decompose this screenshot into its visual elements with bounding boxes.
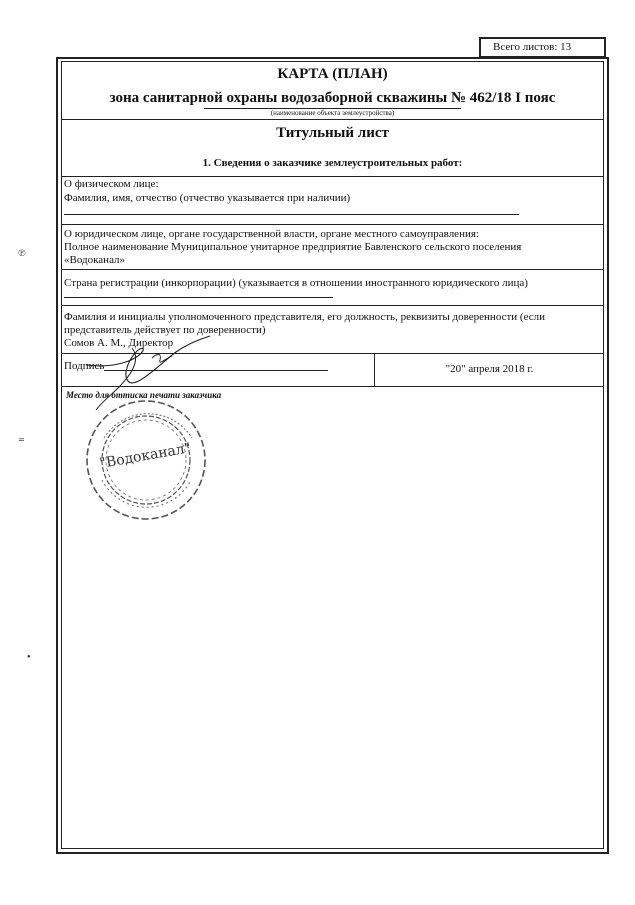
- sheets-total: Всего листов: 13: [493, 41, 572, 53]
- representative-label-cont: представитель действует по доверенности): [64, 324, 266, 336]
- divider: [61, 224, 604, 225]
- country-field: [64, 297, 333, 298]
- representative-label: Фамилия и инициалы уполномоченного представителя, его должность, реквизиты доверенности (если: [64, 311, 545, 323]
- company-stamp: [84, 398, 209, 523]
- object-name: зона санитарной охраны водозаборной скважины № 462/18 I пояс: [109, 90, 556, 106]
- stamp-center-text: "Водоканал": [98, 440, 193, 472]
- scan-mark: ‗: [19, 430, 24, 441]
- individual-label: О физическом лице:: [64, 178, 159, 190]
- divider: [61, 305, 604, 306]
- divider: [61, 119, 604, 120]
- sheets-total-box: [479, 37, 606, 58]
- scan-mark: •: [27, 652, 31, 663]
- legal-entity-label: О юридическом лице, органе государственной власти, органе местного самоуправления:: [64, 228, 479, 240]
- country-label: Страна регистрации (инкорпорации) (указывается в отношении иностранного юридического лица): [64, 277, 528, 289]
- scan-mark: ℗: [18, 248, 26, 259]
- signing-date: "20" апреля 2018 г.: [445, 363, 534, 375]
- stamp-place-label: Место для оттиска печати заказчика: [66, 390, 222, 400]
- legal-entity-name-cont: «Водоканал»: [64, 254, 126, 266]
- divider: [61, 176, 604, 177]
- document-title: КАРТА (ПЛАН): [277, 66, 388, 82]
- individual-name-field: [64, 214, 519, 215]
- object-name-caption: (наименование объекта землеустройства): [270, 109, 395, 117]
- signature-label: Подпись: [64, 360, 105, 372]
- section-heading: 1. Сведения о заказчике землеустроительных работ:: [202, 157, 463, 169]
- sheet-title: Титульный лист: [276, 125, 389, 141]
- divider: [61, 269, 604, 270]
- individual-name-label: Фамилия, имя, отчество (отчество указывается при наличии): [64, 192, 351, 204]
- legal-entity-name: Полное наименование Муниципальное унитарное предприятие Бавленского сельского поселения: [64, 241, 522, 253]
- representative-name: Сомов А. М., Директор: [64, 337, 174, 349]
